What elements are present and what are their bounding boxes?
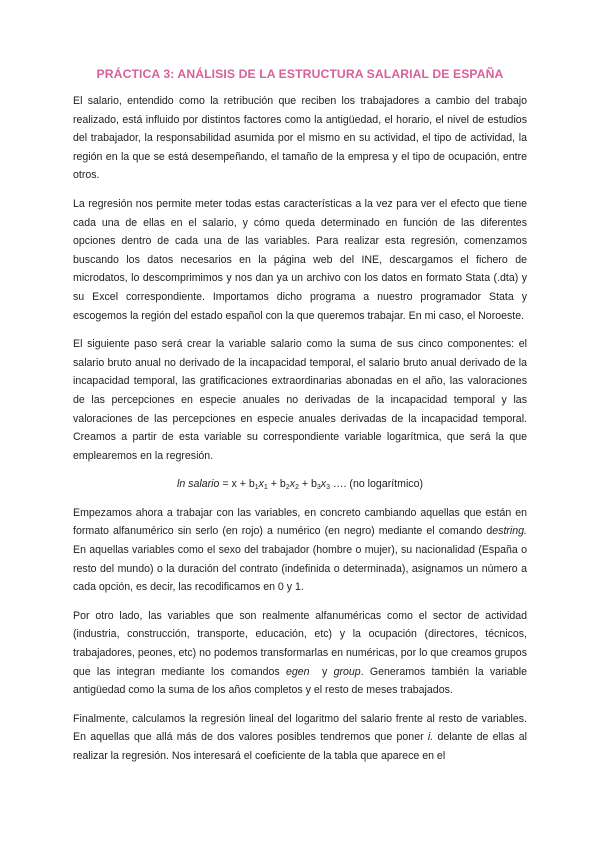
paragraph-4-text-end: En aquellas variables como el sexo del trabajador (hombre o mujer), su nacionalidad (España o resto del mundo) o la duración del contrato (indefinida o determinada), asignamos un número a cada opción, es decir, las recodificamos en 0 y 1. xyxy=(73,544,527,594)
command-destring: estring. xyxy=(492,525,527,538)
paragraph-4 xyxy=(73,504,527,597)
command-i-prefix: i. xyxy=(427,731,434,744)
formula-lhs: ln salario xyxy=(176,478,220,491)
formula-var: x xyxy=(289,478,295,491)
paragraph-5 xyxy=(73,607,527,700)
paragraph-5-text-end: . Generamos también la variable antigüedad como la suma de los años completos y el resto de meses trabajados. xyxy=(73,665,527,697)
formula-sub: 3 xyxy=(326,484,330,492)
formula-sub: 1 xyxy=(263,484,268,492)
formula-term: + b xyxy=(267,478,286,491)
paragraph-5-text: Por otro lado, las variables que son realmente alfanuméricas como el sector de actividad (industria, construcción, transporte, educación, etc) y la ocupación (directores, técnicos, trabajadores, peones, etc) no podemos transformarlas en numéricas, por lo que creamos grupos que las integran mediante los comandos xyxy=(73,609,527,678)
paragraph-5-mid: y xyxy=(309,665,334,678)
paragraph-6 xyxy=(73,710,527,766)
document-title: PRÁCTICA 3: ANÁLISIS DE LA ESTRUCTURA SALARIAL DE ESPAÑA xyxy=(96,67,504,81)
formula-sub: 1 xyxy=(254,484,259,492)
formula-var: x xyxy=(320,478,327,491)
formula-sub: 3 xyxy=(316,484,321,492)
salary-formula xyxy=(73,475,527,494)
command-egen: egen xyxy=(285,665,310,678)
paragraph-2: La regresión nos permite meter todas estas características a la vez para ver el efecto que tiene cada una de ellas en el salario, y cómo queda determinado en función de las diferentes opciones dentro de cada una de las variables. Para realizar esta regresión, comenzamos buscando los datos necesarios en la página web del INE, descargamos el fichero de microdatos, lo descomprimimos y nos dan ya un archivo con los datos en formato Stata (.dta) y su Excel correspondiente. Importamos dicho programa a nuestro programador Stata y escogemos la región del estado español con la que queremos trabajar. En mi caso, el Noroeste. xyxy=(73,197,527,322)
paragraph-4-text: Empezamos ahora a trabajar con las variables, en concreto cambiando aquellas que están en formato alfanumérico sin serlo (en rojo) a numérico (en negro) mediante el comando d xyxy=(73,506,527,538)
formula-term: + b xyxy=(298,478,317,491)
formula-sub: 2 xyxy=(295,484,299,492)
paragraph-6-text-end: delante de ellas al realizar la regresión. Nos interesará el coeficiente de la tabla que aparece en el xyxy=(73,731,527,762)
formula-sub: 2 xyxy=(285,484,290,492)
paragraph-1: El salario, entendido como la retribución que reciben los trabajadores a cambio del trabajo realizado, está influido por distintos factores como la antigüedad, el horario, el nivel de estudios del trabajador, la responsabilidad asumida por el mismo en su actividad, el tipo de actividad, la región en la que se está desempeñando, el tamaño de la empresa y el tipo de ocupación, entre otros. xyxy=(73,95,527,182)
formula-var: x xyxy=(258,478,264,491)
paragraph-3: El siguiente paso será crear la variable salario como la suma de sus cinco componentes: el salario bruto anual no derivado de la incapacidad temporal, el salario bruto anual derivado de la incapacidad temporal, las gratificaciones extraordinarias abonadas en el año, las valoraciones de las percepciones en especie anuales no derivadas de la incapacidad temporal y las valoraciones de las percepciones en especie anuales derivadas de la incapacidad temporal. Creamos a partir de esta variable su correspondiente variable logarítmica, que será la que emplearemos en la regresión. xyxy=(73,338,527,462)
formula-dots: …. xyxy=(329,478,350,491)
formula-eq: = x + b xyxy=(219,478,255,491)
formula-note: (no logarítmico) xyxy=(349,478,424,491)
command-group: group xyxy=(333,665,361,678)
paragraph-6-text: Finalmente, calculamos la regresión lineal del logaritmo del salario frente al resto de variables. En aquellas que allá más de dos valores posibles tendremos que poner xyxy=(73,712,527,744)
